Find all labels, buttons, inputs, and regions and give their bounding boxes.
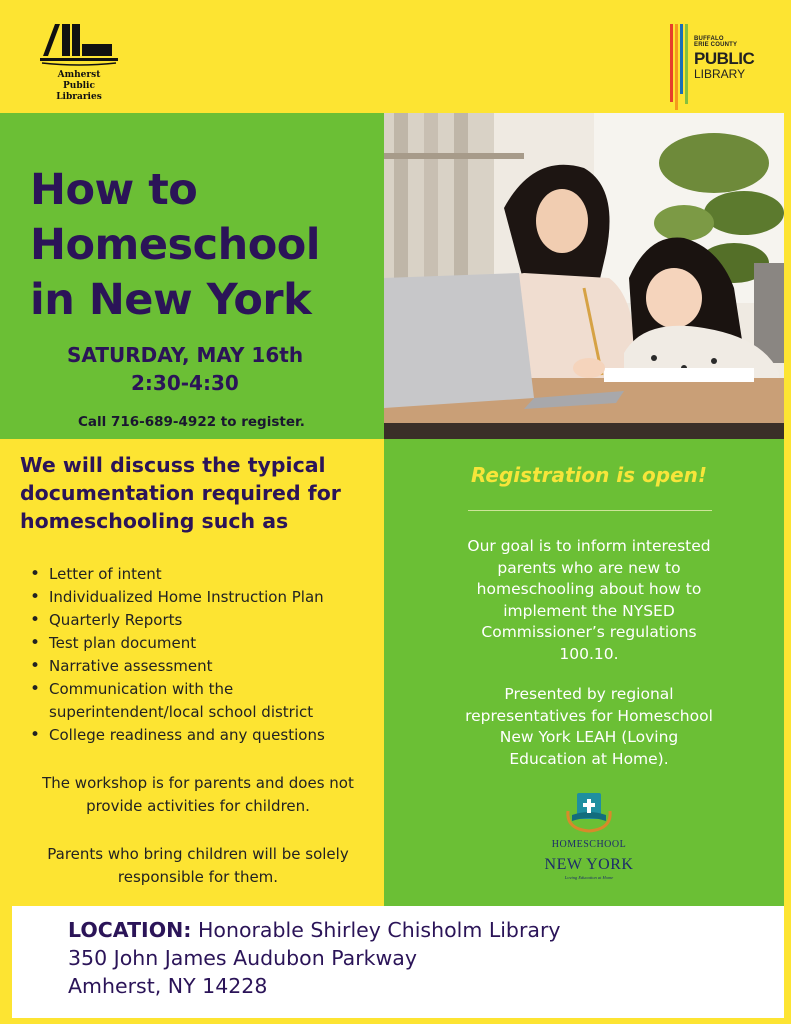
divider xyxy=(468,510,712,511)
mother-and-daughter-studying-photo xyxy=(384,113,784,439)
open-book-emblem-icon xyxy=(562,789,616,833)
logo-tagline: Loving Education at Home xyxy=(564,875,614,880)
event-title xyxy=(30,163,380,328)
goal-text: Our goal is to inform interested parents who are new to homeschooling about how to implement the NYSED Commissioner’s regulations 100.10. xyxy=(467,537,711,663)
logo-new-york: NEW YORK xyxy=(544,856,634,873)
amherst-logo-line-2: Public xyxy=(63,81,95,91)
register-phone: Call 716-689-4922 to register. xyxy=(78,414,305,430)
amherst-logo-line-3: Libraries xyxy=(56,92,102,102)
list-item: • Quarterly Reports xyxy=(28,609,378,632)
documentation-list xyxy=(28,563,378,747)
list-item: • Communication with the superintendent/local school district xyxy=(28,678,378,724)
event-time: 2:30-4:30 xyxy=(131,371,239,395)
homeschool-new-york-logo xyxy=(534,789,644,880)
logo-homeschool: HOMESCHOOL xyxy=(551,839,627,850)
location-venue: Honorable Shirley Chisholm Library xyxy=(198,918,561,942)
title-line-2: Homeschool xyxy=(30,220,321,270)
registration-open-heading: Registration is open! xyxy=(470,463,708,487)
title-line-3: in New York xyxy=(30,275,312,325)
presenter-text: Presented by regional representatives for Homeschool New York LEAH (Loving Education at Home). xyxy=(465,685,713,768)
location-box xyxy=(12,906,784,1018)
location-label: LOCATION: xyxy=(68,918,192,942)
books-logo-icon xyxy=(39,20,119,66)
buffalo-erie-county-public-library-logo xyxy=(670,24,754,110)
list-item: • Narrative assessment xyxy=(28,655,378,678)
location-street: 350 John James Audubon Parkway xyxy=(68,946,417,970)
location-venue-line xyxy=(68,916,561,944)
list-item: • Individualized Home Instruction Plan xyxy=(28,586,378,609)
amherst-public-libraries-logo xyxy=(38,20,120,103)
title-line-1: How to xyxy=(30,165,198,215)
event-date: SATURDAY, MAY 16th xyxy=(67,343,304,367)
becpl-small-line-1: BUFFALO xyxy=(694,36,724,42)
becpl-library: LIBRARY xyxy=(694,67,746,81)
discussion-panel xyxy=(0,439,384,906)
list-item: • Test plan document xyxy=(28,632,378,655)
list-item: • Letter of intent xyxy=(28,563,378,586)
children-responsibility-note: Parents who bring children will be solely responsible for them. xyxy=(47,845,349,886)
list-item: • College readiness and any questions xyxy=(28,724,378,747)
discussion-heading: We will discuss the typical documentation required for homeschooling such as xyxy=(20,453,341,533)
becpl-public: PUBLIC xyxy=(694,49,755,68)
location-city: Amherst, NY 14228 xyxy=(68,974,268,998)
library-color-bars-icon xyxy=(670,24,688,110)
title-panel xyxy=(0,113,384,439)
parents-only-note: The workshop is for parents and does not provide activities for children. xyxy=(42,774,354,815)
registration-panel xyxy=(384,439,784,906)
becpl-small-line-2: ERIE COUNTY xyxy=(694,42,738,48)
amherst-logo-line-1: Amherst xyxy=(57,70,101,80)
